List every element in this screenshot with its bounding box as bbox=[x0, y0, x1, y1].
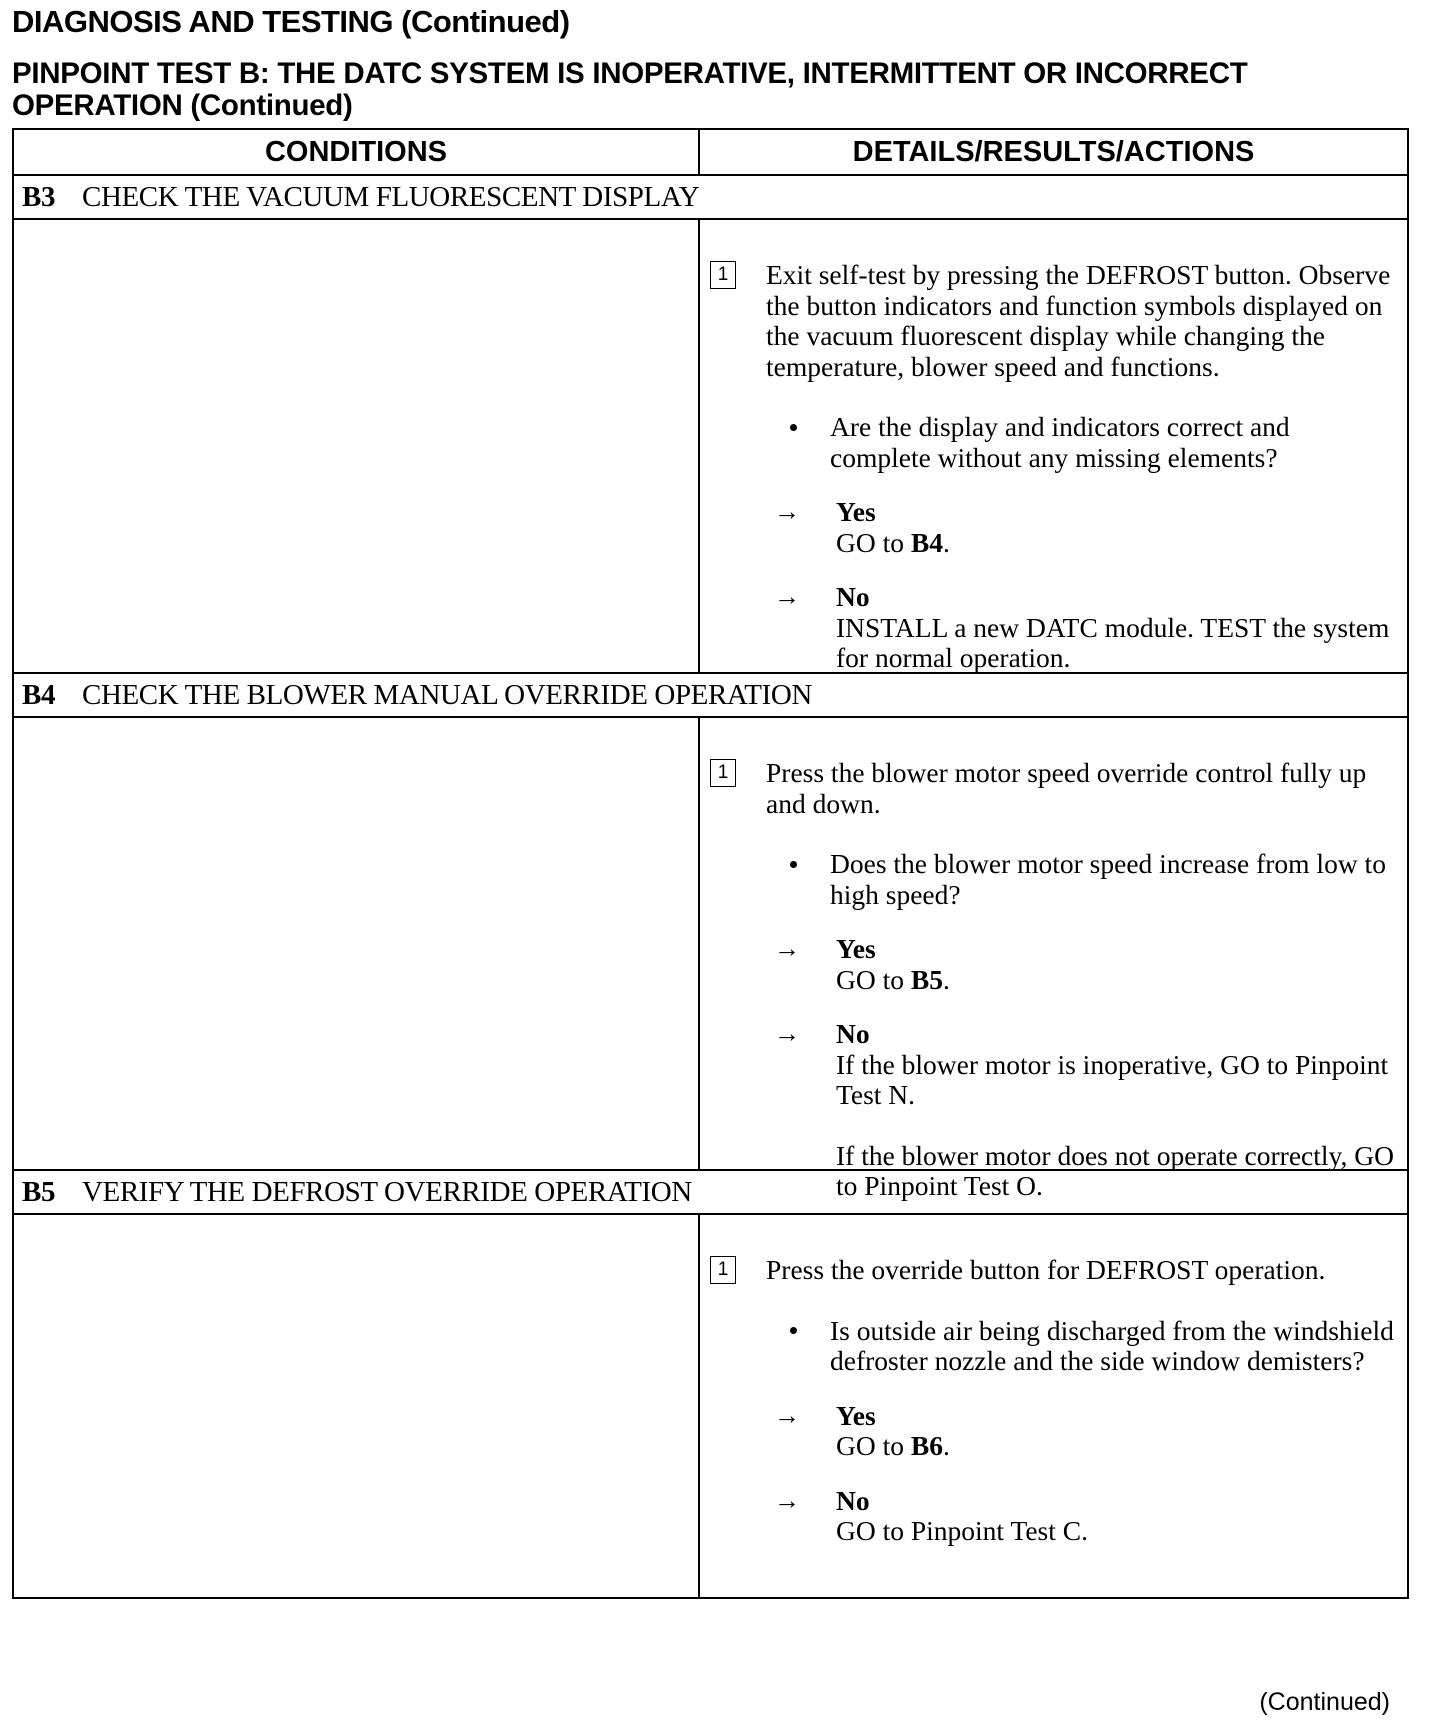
right-arrow-icon: → bbox=[774, 582, 800, 611]
result-text-yes: GO to B5. bbox=[836, 963, 950, 995]
instruction bbox=[710, 260, 1397, 382]
right-arrow-icon: → bbox=[774, 1485, 800, 1515]
result-yes bbox=[774, 497, 1397, 558]
conditions-cell bbox=[14, 718, 700, 1169]
question bbox=[782, 412, 1397, 473]
result-label-no: No bbox=[836, 581, 870, 612]
result-text-no: INSTALL a new DATC module. TEST the system for normal operation. bbox=[836, 611, 1390, 673]
step-id: B4 bbox=[22, 678, 56, 711]
result-no bbox=[774, 1019, 1397, 1202]
question-text: Is outside air being discharged from the windshield defroster nozzle and the side window demisters? bbox=[830, 1314, 1394, 1376]
result-label-no: No bbox=[836, 1018, 870, 1049]
instruction-text: Press the override button for DEFROST operation. bbox=[766, 1254, 1326, 1285]
step-reference: B4 bbox=[910, 526, 943, 558]
step-id: B3 bbox=[22, 180, 56, 213]
step-reference: B5 bbox=[910, 963, 943, 995]
right-arrow-icon: → bbox=[774, 1400, 800, 1430]
result-label-yes: Yes bbox=[836, 1399, 876, 1431]
result-text-no-extra: If the blower motor does not operate correctly, GO to Pinpoint Test O. bbox=[836, 1139, 1394, 1201]
column-header-conditions: CONDITIONS bbox=[14, 130, 700, 174]
result-label-yes: Yes bbox=[836, 933, 876, 964]
details-cell bbox=[700, 1215, 1407, 1597]
right-arrow-icon: → bbox=[774, 934, 800, 963]
right-arrow-icon: → bbox=[774, 1019, 800, 1048]
step-reference: B6 bbox=[910, 1430, 943, 1461]
result-label-yes: Yes bbox=[836, 496, 876, 527]
step-number-box: 1 bbox=[710, 261, 736, 289]
bullet-icon bbox=[782, 412, 830, 473]
bullet-icon bbox=[782, 849, 830, 910]
result-text-yes: GO to B6. bbox=[836, 1430, 950, 1461]
column-header-details: DETAILS/RESULTS/ACTIONS bbox=[852, 135, 1255, 168]
step-header-b3 bbox=[14, 176, 1407, 220]
test-title-line-1: PINPOINT TEST B: THE DATC SYSTEM IS INOPERATIVE, INTERMITTENT OR INCORRECT bbox=[12, 57, 1248, 90]
question bbox=[782, 1316, 1397, 1377]
step-number-box: 1 bbox=[710, 759, 736, 787]
question-text: Are the display and indicators correct and complete without any missing elements? bbox=[830, 411, 1290, 473]
result-no bbox=[774, 1486, 1397, 1547]
result-text-no: If the blower motor is inoperative, GO to Pinpoint Test N. bbox=[836, 1048, 1389, 1110]
instruction bbox=[710, 1255, 1397, 1286]
page-title: DIAGNOSIS AND TESTING (Continued) bbox=[12, 4, 570, 39]
right-arrow-icon: → bbox=[774, 497, 800, 526]
step-title: CHECK THE VACUUM FLUORESCENT DISPLAY bbox=[82, 180, 700, 213]
step-title: VERIFY THE DEFROST OVERRIDE OPERATION bbox=[82, 1175, 692, 1208]
test-title-line-2: OPERATION (Continued) bbox=[12, 89, 353, 122]
procedure-table bbox=[12, 128, 1409, 1599]
result-label-no: No bbox=[836, 1484, 870, 1516]
question-text: Does the blower motor speed increase from low to high speed? bbox=[830, 848, 1386, 910]
details-cell bbox=[700, 220, 1407, 672]
instruction-text: Exit self-test by pressing the DEFROST button. Observe the button indicators and function symbols displayed on the vacuum fluorescent display while changing the temperature, blower speed and functions. bbox=[766, 259, 1391, 382]
result-text-no: GO to Pinpoint Test C. bbox=[836, 1515, 1088, 1546]
instruction bbox=[710, 758, 1397, 819]
step-title: CHECK THE BLOWER MANUAL OVERRIDE OPERATION bbox=[82, 678, 812, 711]
conditions-cell bbox=[14, 220, 700, 672]
result-no bbox=[774, 582, 1397, 674]
question bbox=[782, 849, 1397, 910]
step-number-box: 1 bbox=[710, 1256, 736, 1284]
result-yes bbox=[774, 1401, 1397, 1462]
step-id: B5 bbox=[22, 1175, 56, 1208]
bullet-icon bbox=[782, 1316, 830, 1377]
step-header-b4 bbox=[14, 674, 1407, 718]
continued-note: (Continued) bbox=[1259, 1688, 1390, 1716]
step-body-b5 bbox=[14, 1215, 1407, 1597]
conditions-cell bbox=[14, 1215, 700, 1597]
details-cell bbox=[700, 718, 1407, 1201]
result-text-yes: GO to B4. bbox=[836, 526, 950, 558]
table-header-row bbox=[14, 130, 1407, 176]
page-header bbox=[12, 4, 1412, 122]
result-yes bbox=[774, 934, 1397, 995]
instruction-text: Press the blower motor speed override control fully up and down. bbox=[766, 757, 1367, 819]
step-body-b3 bbox=[14, 220, 1407, 674]
